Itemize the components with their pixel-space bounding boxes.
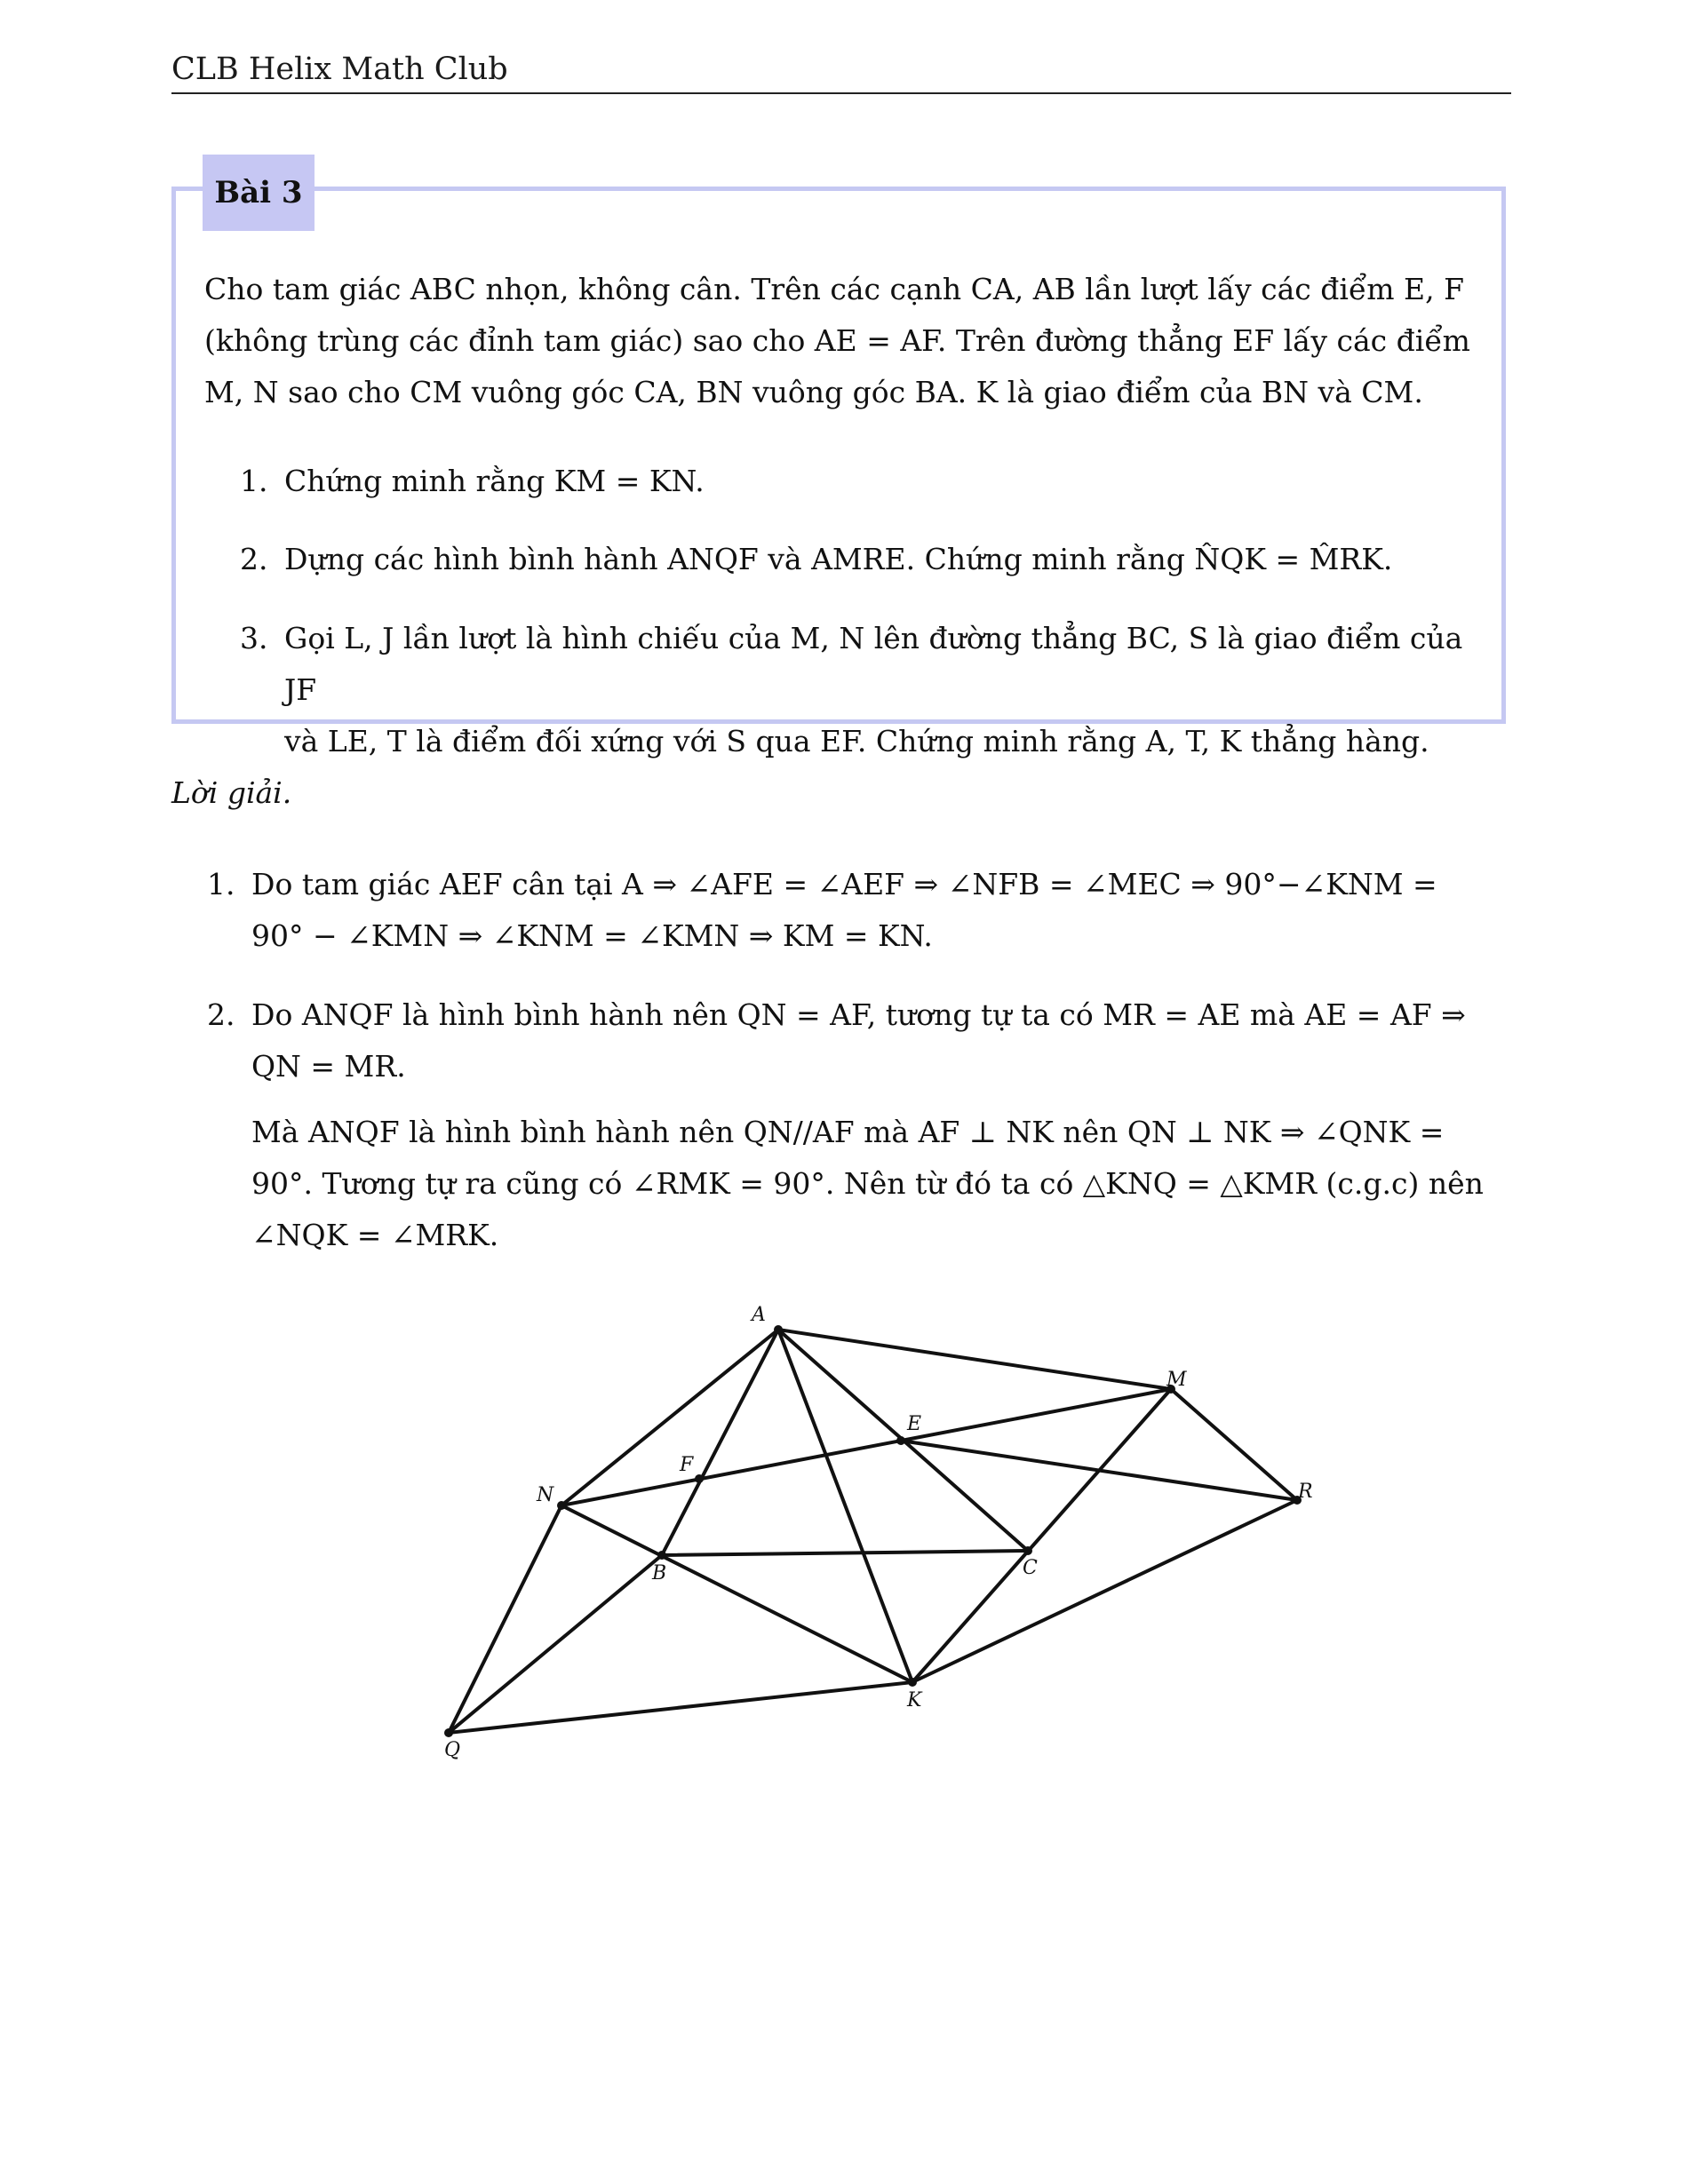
item-text: Chứng minh rằng KM = KN.	[284, 464, 705, 498]
item-text: Dựng các hình bình hành ANQF và AMRE. Chứng minh rằng N̂QK = M̂RK.	[284, 542, 1393, 576]
point-F	[695, 1474, 704, 1483]
label-C: C	[1023, 1557, 1038, 1579]
segment-QK	[449, 1682, 912, 1733]
segment-AB	[662, 1330, 778, 1555]
problem-tag: Bài 3	[203, 155, 315, 231]
point-Q	[444, 1728, 453, 1737]
segment-AK	[778, 1330, 912, 1682]
segment-BC	[662, 1551, 1028, 1555]
item-line: Gọi L, J lần lượt là hình chiếu của M, N lên đường thẳng BC, S là giao điểm của JF	[284, 621, 1463, 707]
point-K	[908, 1678, 917, 1687]
item-line: Mà ANQF là hình bình hành nên QN//AF mà AF ⊥ NK nên QN ⊥ NK ⇒ ∠QNK =	[251, 1115, 1445, 1149]
label-Q: Q	[444, 1739, 461, 1761]
label-A: A	[752, 1304, 766, 1326]
statement-line: Cho tam giác ABC nhọn, không cân. Trên các cạnh CA, AB lần lượt lấy các điểm E, F	[204, 272, 1465, 306]
header-title: CLB Helix Math Club	[171, 52, 508, 87]
item-number: 2.	[207, 997, 235, 1032]
item-line: 90°. Tương tự ra cũng có ∠RMK = 90°. Nên từ đó ta có △KNQ = △KMR (c.g.c) nên	[251, 1166, 1484, 1201]
statement-line: (không trùng các đỉnh tam giác) sao cho AE = AF. Trên đường thẳng EF lấy các điểm	[204, 323, 1470, 358]
solution-label: Lời giải.	[171, 775, 292, 810]
label-F: F	[680, 1454, 694, 1476]
point-C	[1023, 1546, 1032, 1555]
segment-MK	[912, 1389, 1171, 1682]
item-number: 3.	[240, 621, 268, 655]
segment-QB	[449, 1555, 662, 1733]
label-E: E	[907, 1413, 922, 1435]
item-line: Do tam giác AEF cân tại A ⇒ ∠AFE = ∠AEF ⇒ ∠NFB = ∠MEC ⇒ 90°−∠KNM =	[251, 867, 1437, 901]
item-line: Do ANQF là hình bình hành nên QN = AF, tương tự ta có MR = AE mà AE = AF ⇒	[251, 997, 1466, 1032]
segment-NQ	[449, 1505, 561, 1733]
item-line: QN = MR.	[251, 1049, 406, 1084]
label-K: K	[907, 1689, 922, 1711]
item-number: 1.	[240, 464, 268, 498]
label-R: R	[1298, 1481, 1313, 1503]
item-line: và LE, T là điểm đối xứng với S qua EF. Chứng minh rằng A, T, K thẳng hàng.	[284, 724, 1429, 758]
point-A	[774, 1325, 783, 1334]
segment-AN	[561, 1330, 778, 1505]
label-M: M	[1166, 1369, 1187, 1391]
item-line: ∠NQK = ∠MRK.	[251, 1218, 499, 1252]
item-line: 90° − ∠KMN ⇒ ∠KNM = ∠KMN ⇒ KM = KN.	[251, 918, 933, 953]
segment-RK	[912, 1500, 1297, 1682]
point-E	[896, 1436, 905, 1445]
item-number: 2.	[240, 542, 268, 576]
point-N	[557, 1501, 566, 1510]
label-N: N	[537, 1484, 554, 1506]
label-B: B	[652, 1562, 667, 1584]
item-number: 1.	[207, 867, 235, 901]
statement-line: M, N sao cho CM vuông góc CA, BN vuông góc BA. K là giao điểm của BN và CM.	[204, 375, 1423, 409]
point-B	[657, 1551, 666, 1560]
